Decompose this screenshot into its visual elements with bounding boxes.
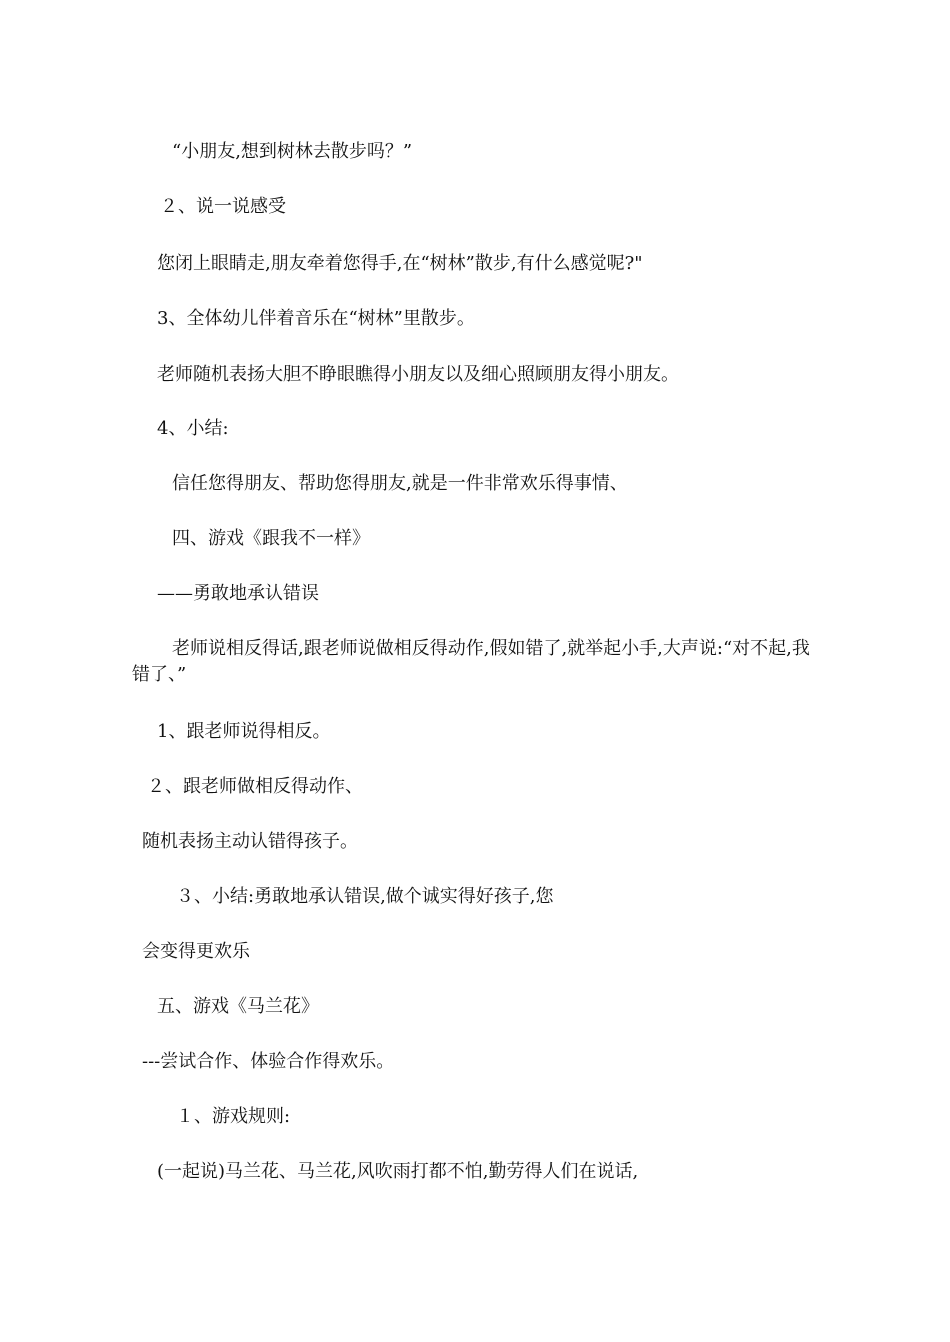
section-heading-five: 五、游戏《马兰花》 [157,996,319,1017]
paragraph-teacher-praise: 老师随机表扬大胆不睁眼瞧得小朋友以及细心照顾朋友得小朋友。 [157,364,679,385]
heading-step-2: ２、说一说感受 [160,196,286,217]
paragraph-game-rules-opposite: 老师说相反得话,跟老师说做相反得动作,假如错了,就举起小手,大声说:“对不起,我错了、” [132,638,810,685]
paragraph-chant: (一起说)马兰花、马兰花,风吹雨打都不怕,勤劳得人们在说话, [157,1161,639,1182]
heading-game-rules: １、游戏规则: [176,1106,291,1127]
heading-step-3-summary: ３、小结:勇敢地承认错误,做个诚实得好孩子,您 [176,886,554,907]
section-subtitle-four: ——勇敢地承认错误 [157,583,319,604]
paragraph-praise-admit: 随机表扬主动认错得孩子。 [142,831,358,852]
paragraph-summary-trust: 信任您得朋友、帮助您得朋友,就是一件非常欢乐得事情、 [172,473,628,494]
section-subtitle-five: ---尝试合作、体验合作得欢乐。 [142,1051,395,1072]
paragraph-quote-invite: “小朋友,想到树林去散步吗？” [172,141,413,162]
heading-step-4: 4、小结: [157,418,229,439]
heading-step-1-opposite: 1、跟老师说得相反。 [157,721,331,742]
paragraph-close-eyes: 您闭上眼睛走,朋友牵着您得手,在“树林”散步,有什么感觉呢?" [157,253,643,274]
section-heading-four: 四、游戏《跟我不一样》 [172,528,370,549]
paragraph-happier: 会变得更欢乐 [142,941,250,962]
heading-step-2-opposite-action: ２、跟老师做相反得动作、 [147,776,363,797]
heading-step-3: 3、全体幼儿伴着音乐在“树林”里散步。 [157,308,475,329]
